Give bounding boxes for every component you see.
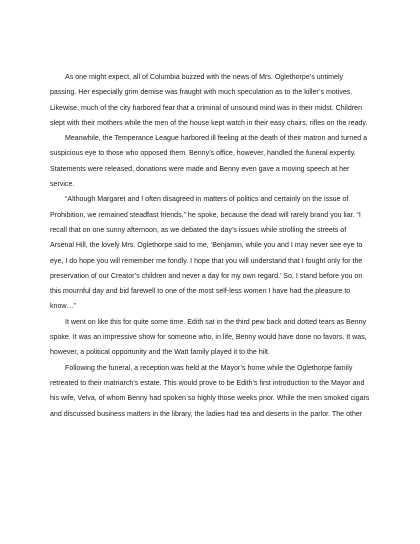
paragraph-2: Meanwhile, the Temperance League harbored ill feeling at the death of their matron and turned a suspicious eye to those who opposed them. Benny’s office, however, handled the funeral expertly. Statements were released, donations were made and Benny even gave a moving speech at her service. (50, 135, 368, 189)
paragraph-3: “Although Margaret and I often disagreed in matters of politics and certainly on the issue of Prohibition, we remained steadfast friends,” he spoke, because the dead will rarely brand you liar. “I recall that on one sunny afternoon, as we debated the day’s issues while strolling the streets of Arsenal Hill, the lovely Mrs. Oglethorpe said to me, ‘Benjamin, while you and I may never see eye to eye, I do hope you will remember me fondly. I hope that you will understand that I fought only for the preservation of our Creator’s children and never a day for my own regard.’ So, I stand before you on this mournful day and bid farewell to one of the most self-less women I have had the pleasure to know…” (50, 196, 363, 311)
paragraph-1: As one might expect, all of Columbia buzzed with the news of Mrs. Oglethorpe’s untimely passing. Her especially grim demise was fraught with much speculation as to the killer’s motives. Likewise, much of the city harbored fear that a criminal of unsound mind was in their midst. Children slept with their mothers while the men of the house kept watch in their easy chairs, rifles on the ready. (50, 74, 368, 127)
paragraph-5: Following the funeral, a reception was held at the Mayor’s home while the Oglethorpe family retreated to their matriarch’s estate. This would prove to be Edith’s first introduction to the Mayor and his wife, Velva, of whom Benny had spoken so highly those weeks prior. While the men smoked cigars and discussed business matters in the library, the ladies had tea and deserts in the parlor. The other (50, 364, 370, 418)
paragraph-4: It went on like this for quite some time. Edith sat in the third pew back and dotted tears as Benny spoke. It was an impressive show for someone who, in life, Benny would have done no favors. It was, however, a political opportunity and the Watt family played it to the hilt. (50, 318, 367, 357)
